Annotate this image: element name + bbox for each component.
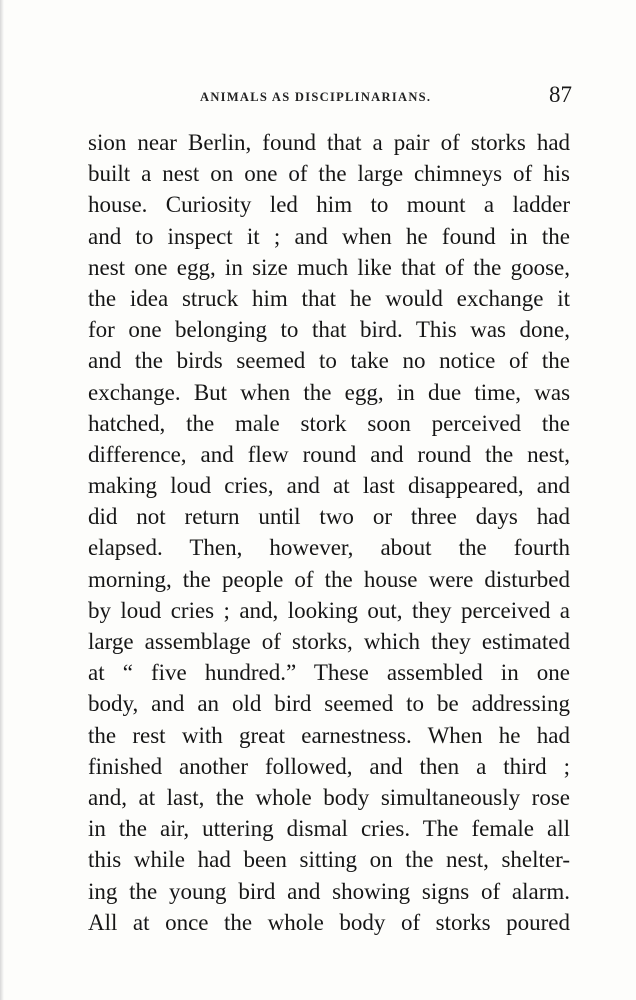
text-line: did not return until two or three days had <box>88 504 570 530</box>
text-line: for one belonging to that bird. This was done, <box>88 317 570 343</box>
text-line: this while had been sitting on the nest, shelter- <box>88 847 570 873</box>
page-edge-shadow <box>0 0 4 1000</box>
text-line: exchange. But when the egg, in due time, was <box>88 379 571 405</box>
text-line: making loud cries, and at last disappeared, and <box>88 473 570 499</box>
text-line: All at once the whole body of storks poured <box>88 909 571 935</box>
text-line: nest one egg, in size much like that of the goose, <box>88 254 571 280</box>
text-line: sion near Berlin, found that a pair of storks had <box>88 130 571 155</box>
text-line: the rest with great earnestness. When he had <box>88 722 570 748</box>
text-line: at “ five hundred.” These assembled in one <box>88 660 570 686</box>
text-line: large assemblage of storks, which they estimated <box>88 629 570 654</box>
text-line: hatched, the male stork soon perceived the <box>88 410 570 436</box>
running-title: ANIMALS AS DISCIPLINARIANS. <box>200 90 432 104</box>
text-line: built a nest on one of the large chimneys of his <box>88 161 570 187</box>
text-line: house. Curiosity led him to mount a ladder <box>88 192 570 218</box>
text-line: in the air, uttering dismal cries. The female all <box>88 816 571 842</box>
text-line: by loud cries ; and, looking out, they perceived a <box>88 597 570 623</box>
body-text <box>88 127 570 938</box>
text-line: body, and an old bird seemed to be addressing <box>88 691 570 717</box>
page-header <box>88 82 572 112</box>
text-line: and the birds seemed to take no notice of the <box>88 348 570 374</box>
text-line: elapsed. Then, however, about the fourth <box>88 535 570 561</box>
text-line: and, at last, the whole body simultaneously rose <box>88 784 570 810</box>
page-number: 87 <box>549 82 572 107</box>
text-line: morning, the people of the house were disturbed <box>88 566 570 592</box>
text-line: ing the young bird and showing signs of alarm. <box>88 878 570 904</box>
text-line: finished another followed, and then a third ; <box>88 753 570 779</box>
text-line: and to inspect it ; and when he found in the <box>88 223 571 249</box>
text-line: the idea struck him that he would exchange it <box>88 285 571 311</box>
text-line: difference, and flew round and round the nest, <box>88 441 570 467</box>
